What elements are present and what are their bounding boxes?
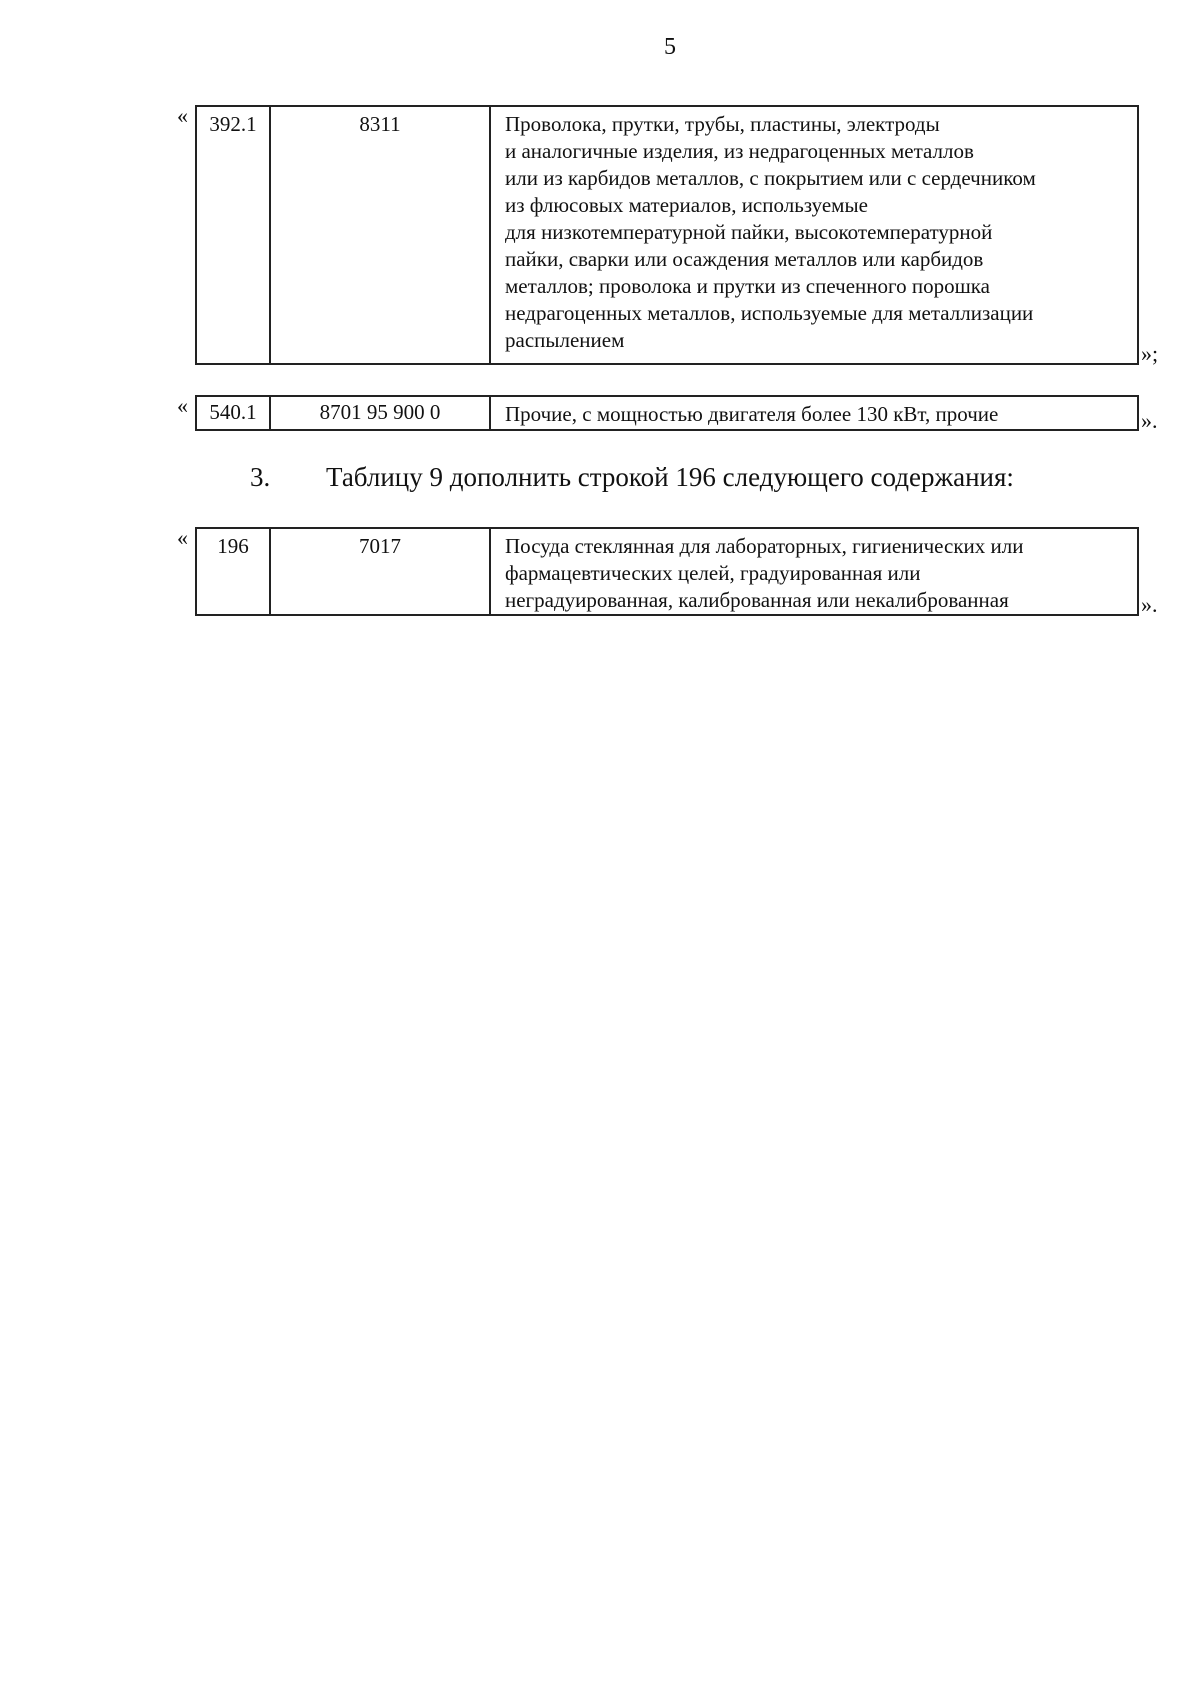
hs-code: 7017 <box>270 528 490 615</box>
description-line: и аналогичные изделия, из недрагоценных металлов <box>505 139 974 163</box>
description-line: недрагоценных металлов, используемые для металлизации <box>505 301 1034 325</box>
description-line: Посуда стеклянная для лабораторных, гигиенических или <box>505 534 1024 558</box>
opening-quote: « <box>177 103 188 128</box>
description-line: для низкотемпературной пайки, высокотемпературной <box>505 220 993 244</box>
hs-code: 8311 <box>270 106 490 364</box>
tariff-row-table <box>195 395 1139 431</box>
table-row <box>196 106 1138 364</box>
description-cell <box>490 396 1138 430</box>
row-number: 196 <box>196 528 270 615</box>
tariff-row-table <box>195 527 1139 616</box>
description-cell <box>490 528 1138 615</box>
row-number: 540.1 <box>196 396 270 430</box>
description-line: металлов; проволока и прутки из спеченного порошка <box>505 274 990 298</box>
description-line: неградуированная, калиброванная или некалиброванная <box>505 588 1009 612</box>
description-line: пайки, сварки или осаждения металлов или карбидов <box>505 247 984 271</box>
hs-code: 8701 95 900 0 <box>270 396 490 430</box>
description-line: или из карбидов металлов, с покрытием или с сердечником <box>505 166 1036 190</box>
description-line: распылением <box>505 328 625 352</box>
page-number: 5 <box>664 34 676 60</box>
closing-quote: »; <box>1141 341 1159 366</box>
description-cell <box>490 106 1138 364</box>
table-row <box>196 396 1138 430</box>
description-line: Проволока, прутки, трубы, пластины, электроды <box>505 112 940 136</box>
opening-quote: « <box>177 525 188 550</box>
description-line: Прочие, с мощностью двигателя более 130 кВт, прочие <box>505 402 999 426</box>
description-line: из флюсовых материалов, используемые <box>505 193 868 217</box>
paragraph-number: 3. <box>250 462 271 492</box>
closing-quote: ». <box>1141 408 1158 433</box>
closing-quote: ». <box>1141 592 1158 617</box>
table-row <box>196 528 1138 615</box>
opening-quote: « <box>177 393 188 418</box>
description-line: фармацевтических целей, градуированная или <box>505 561 921 585</box>
paragraph-text: Таблицу 9 дополнить строкой 196 следующего содержания: <box>326 462 1014 492</box>
row-number: 392.1 <box>196 106 270 364</box>
tariff-row-table <box>195 105 1139 365</box>
